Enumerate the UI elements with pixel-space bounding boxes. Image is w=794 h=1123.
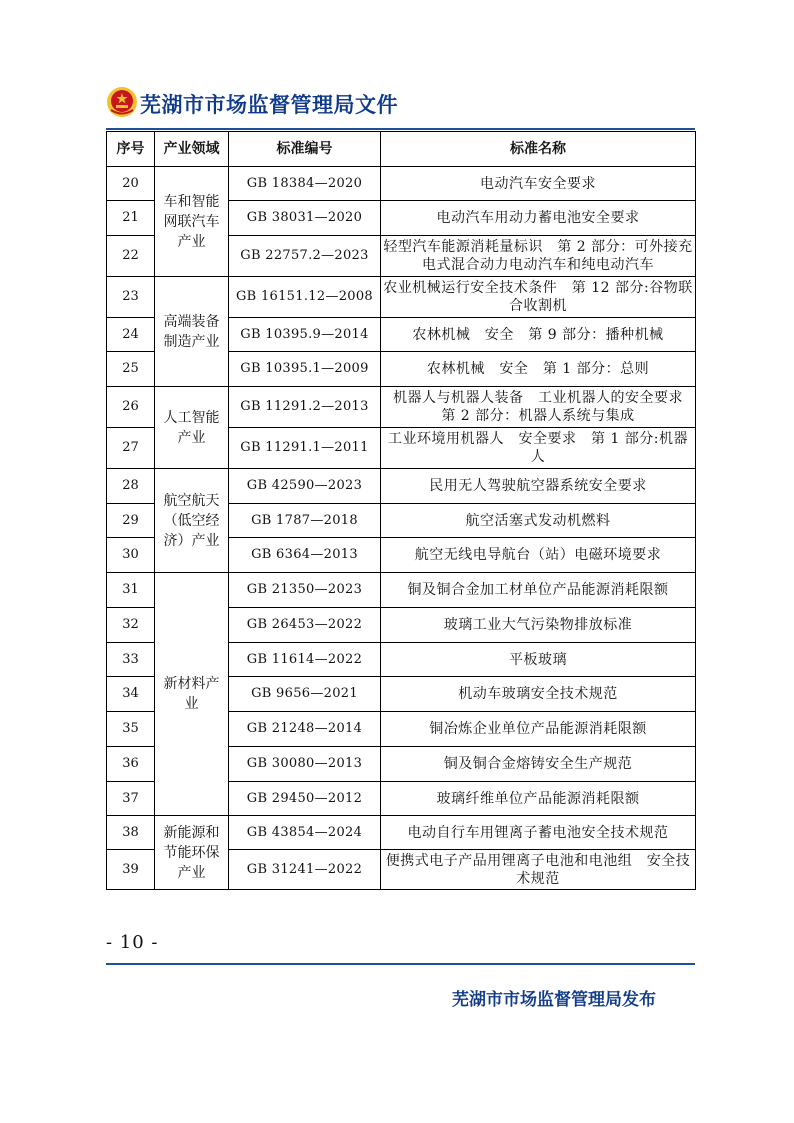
row-field: 人工智能产业 [155,387,229,469]
row-seq: 34 [107,677,155,712]
row-standard-name: 平板玻璃 [381,643,696,677]
row-standard-name: 铜冶炼企业单位产品能源消耗限额 [381,712,696,747]
row-standard-name: 机动车玻璃安全技术规范 [381,677,696,712]
row-field: 新材料产业 [155,573,229,816]
standards-table [106,131,696,890]
row-standard-code: GB 43854—2024 [229,816,381,850]
row-standard-name: 电动汽车用动力蓄电池安全要求 [381,201,696,236]
footer-divider [106,963,695,965]
table-row [107,573,696,608]
row-seq: 27 [107,428,155,469]
row-standard-code: GB 26453—2022 [229,608,381,643]
row-seq: 39 [107,850,155,890]
row-standard-code: GB 11291.2—2013 [229,387,381,428]
row-seq: 22 [107,236,155,277]
row-seq: 30 [107,538,155,573]
row-standard-name: 电动自行车用锂离子蓄电池安全技术规范 [381,816,696,850]
table-body [107,167,696,890]
column-header-field: 产业领域 [155,132,229,167]
document-title: 芜湖市市场监督管理局文件 [140,93,398,117]
row-seq: 29 [107,504,155,538]
row-standard-code: GB 11291.1—2011 [229,428,381,469]
table-row [107,816,696,850]
row-standard-name: 铜及铜合金加工材单位产品能源消耗限额 [381,573,696,608]
row-standard-code: GB 9656—2021 [229,677,381,712]
row-seq: 31 [107,573,155,608]
row-seq: 24 [107,318,155,352]
row-standard-code: GB 21248—2014 [229,712,381,747]
row-seq: 21 [107,201,155,236]
row-standard-code: GB 21350—2023 [229,573,381,608]
row-standard-code: GB 18384—2020 [229,167,381,201]
row-standard-name: 农林机械 安全 第 9 部分：播种机械 [381,318,696,352]
row-standard-code: GB 6364—2013 [229,538,381,573]
row-standard-name: 农林机械 安全 第 1 部分：总则 [381,352,696,387]
row-field: 新能源和节能环保产业 [155,816,229,890]
page-number: - 10 - [106,932,159,953]
table-row [107,387,696,428]
row-standard-code: GB 16151.12—2008 [229,277,381,318]
row-standard-code: GB 22757.2—2023 [229,236,381,277]
column-header-name: 标准名称 [381,132,696,167]
row-standard-name: 轻型汽车能源消耗量标识 第 2 部分：可外接充电式混合动力电动汽车和纯电动汽车 [381,236,696,277]
table-row [107,277,696,318]
row-seq: 37 [107,782,155,816]
row-standard-code: GB 30080—2013 [229,747,381,782]
row-seq: 35 [107,712,155,747]
row-standard-code: GB 1787—2018 [229,504,381,538]
column-header-code: 标准编号 [229,132,381,167]
row-seq: 25 [107,352,155,387]
table-header-row [107,132,696,167]
row-standard-name: 便携式电子产品用锂离子电池和电池组 安全技术规范 [381,850,696,890]
table-row [107,469,696,504]
row-standard-code: GB 38031—2020 [229,201,381,236]
header-divider [106,128,695,130]
row-standard-code: GB 10395.9—2014 [229,318,381,352]
row-standard-name: 工业环境用机器人 安全要求 第 1 部分:机器人 [381,428,696,469]
row-standard-code: GB 10395.1—2009 [229,352,381,387]
row-standard-code: GB 11614—2022 [229,643,381,677]
national-emblem-icon [106,86,138,118]
row-seq: 20 [107,167,155,201]
row-field: 高端装备制造产业 [155,277,229,387]
table-row [107,167,696,201]
row-field: 车和智能网联汽车产业 [155,167,229,277]
footer-publisher: 芜湖市市场监督管理局发布 [452,990,656,1010]
row-field: 航空航天（低空经济）产业 [155,469,229,573]
row-seq: 36 [107,747,155,782]
row-seq: 33 [107,643,155,677]
row-standard-code: GB 29450—2012 [229,782,381,816]
row-standard-name: 电动汽车安全要求 [381,167,696,201]
document-header [106,86,706,120]
row-standard-name: 玻璃纤维单位产品能源消耗限额 [381,782,696,816]
row-standard-name: 民用无人驾驶航空器系统安全要求 [381,469,696,504]
row-standard-name: 玻璃工业大气污染物排放标准 [381,608,696,643]
row-seq: 28 [107,469,155,504]
row-standard-code: GB 31241—2022 [229,850,381,890]
row-standard-name: 航空活塞式发动机燃料 [381,504,696,538]
row-standard-name: 航空无线电导航台（站）电磁环境要求 [381,538,696,573]
row-seq: 32 [107,608,155,643]
row-standard-name: 机器人与机器人装备 工业机器人的安全要求 第 2 部分：机器人系统与集成 [381,387,696,428]
row-standard-code: GB 42590—2023 [229,469,381,504]
row-standard-name: 铜及铜合金熔铸安全生产规范 [381,747,696,782]
row-seq: 38 [107,816,155,850]
row-seq: 26 [107,387,155,428]
row-standard-name: 农业机械运行安全技术条件 第 12 部分:谷物联合收割机 [381,277,696,318]
row-seq: 23 [107,277,155,318]
column-header-seq: 序号 [107,132,155,167]
